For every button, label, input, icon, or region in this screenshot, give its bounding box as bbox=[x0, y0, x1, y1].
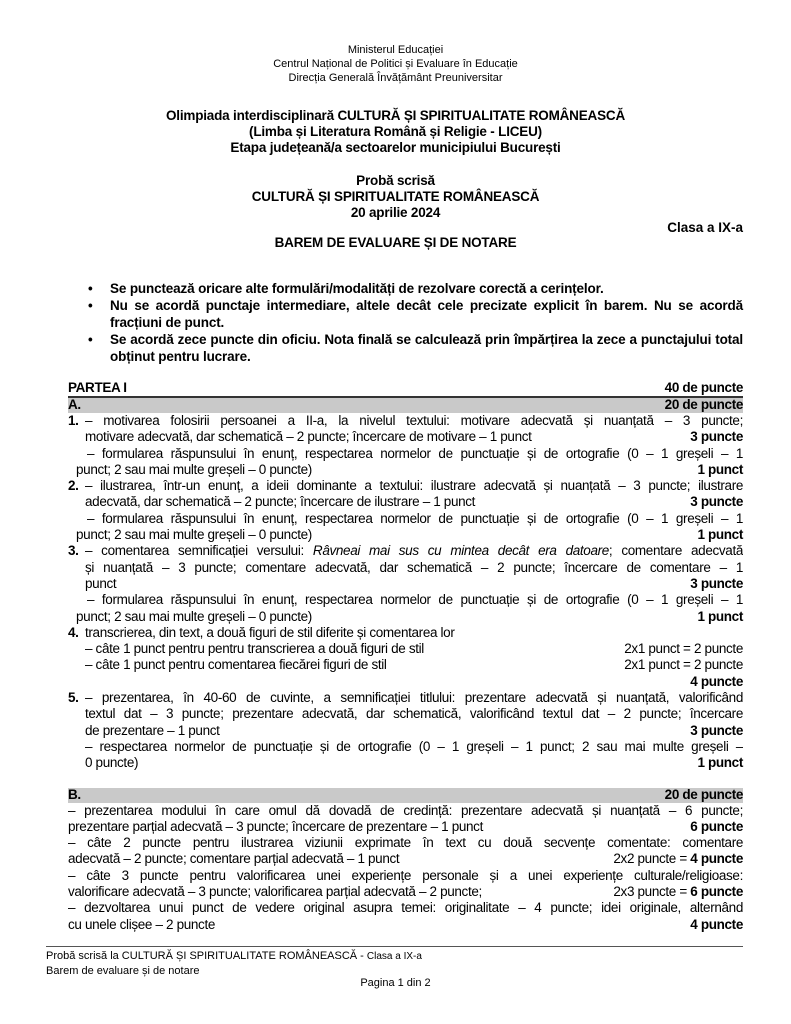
bullet-icon: • bbox=[88, 298, 93, 313]
criterion-points bbox=[682, 917, 743, 933]
scheme-line bbox=[68, 851, 743, 867]
points-formula: 2x1 punct = 2 puncte bbox=[624, 641, 743, 657]
points-formula: 2x1 punct = 2 puncte bbox=[624, 657, 743, 673]
scheme-line bbox=[68, 511, 743, 527]
scheme-line bbox=[68, 494, 743, 510]
criterion-text: punct bbox=[85, 575, 117, 591]
points-total: 1 punct bbox=[697, 755, 743, 771]
section-header bbox=[68, 398, 743, 413]
criterion-points bbox=[616, 657, 743, 673]
scheme-line bbox=[68, 641, 743, 657]
exam-type: Probă scrisă bbox=[356, 173, 435, 188]
scheme-line bbox=[68, 413, 743, 429]
item-number: 1. bbox=[68, 413, 79, 428]
criterion-text: – dezvoltarea unui punct de vedere original asupra temei: originalitate – 4 puncte; idei originale, alternând bbox=[68, 900, 743, 916]
criterion-text-part: – comentarea semnificației versului: bbox=[85, 543, 313, 559]
bullet-icon: • bbox=[88, 281, 93, 296]
scheme-line bbox=[68, 755, 743, 771]
criterion-text: – câte 2 puncte pentru ilustrarea viziunii exprimate în text cu două secvențe comentate: comentare bbox=[68, 835, 743, 851]
criterion-text: prezentare parțial adecvată – 3 puncte; încercare de prezentare – 1 punct bbox=[68, 818, 483, 834]
page-number: Pagina 1 din 2 bbox=[360, 977, 431, 989]
scheme-line bbox=[68, 739, 743, 755]
criterion-text: – câte 1 punct pentru pentru transcrierea a două figuri de stil bbox=[85, 641, 424, 657]
scheme-line bbox=[68, 917, 743, 933]
criterion-points bbox=[682, 674, 743, 690]
criterion-text: – formularea răspunsului în enunț, respectarea normelor de punctuație și de ortografie (0 – 1 greșeli – 1 bbox=[87, 510, 743, 526]
ministry-name: Ministerul Educației bbox=[347, 44, 444, 56]
criterion-points bbox=[689, 755, 743, 771]
section-points: 40 de puncte bbox=[664, 380, 743, 396]
section-label: B. bbox=[68, 786, 81, 802]
points-total: 3 puncte bbox=[690, 722, 743, 738]
item-number: 3. bbox=[68, 543, 79, 559]
points-total: 1 punct bbox=[697, 461, 743, 477]
points-formula: 2x2 puncte = bbox=[613, 851, 691, 867]
exam-subject: CULTURĂ ȘI SPIRITUALITATE ROMÂNEASCĂ bbox=[251, 189, 540, 204]
center-name: Centrul Național de Politici și Evaluare în Educație bbox=[273, 58, 518, 70]
criterion-text: de prezentare – 1 punct bbox=[85, 722, 220, 738]
scheme-line bbox=[68, 609, 743, 625]
title-line-1: Olimpiada interdisciplinară CULTURĂ ȘI SPIRITUALITATE ROMÂNEASCĂ bbox=[166, 108, 625, 123]
criterion-text: – ilustrarea, într-un enunț, a ideii dominante a textului: ilustrare adecvată și nuanțată – 3 puncte; ilustrare bbox=[85, 478, 743, 494]
criterion-text: adecvată, dar schematică – 2 puncte; încercare de ilustrare – 1 punct bbox=[85, 494, 476, 510]
criterion-points bbox=[616, 641, 743, 657]
criterion-text: – formularea răspunsului în enunț, respectarea normelor de punctuație și de ortografie (0 – 1 greșeli – 1 bbox=[87, 592, 743, 608]
criterion-text: – respectarea normelor de punctuație și de ortografie (0 – 1 greșeli – 1 punct; 2 sau mai multe greșeli – bbox=[85, 738, 743, 754]
criterion-text: punct; 2 sau mai multe greșeli – 0 puncte) bbox=[76, 608, 312, 624]
criterion-text: motivare adecvată, dar schematică – 2 puncte; încercare de motivare – 1 punct bbox=[85, 429, 532, 445]
scheme-line bbox=[68, 478, 743, 494]
footer-doc-type: Barem de evaluare și de notare bbox=[46, 965, 200, 977]
item-number: 2. bbox=[68, 478, 79, 494]
criterion-text: – formularea răspunsului în enunț, respectarea normelor de punctuație și de ortografie (0 – 1 greșeli – 1 bbox=[87, 445, 743, 461]
scheme-line bbox=[68, 706, 743, 722]
criterion-points bbox=[689, 462, 743, 478]
points-total: 6 puncte bbox=[690, 818, 743, 834]
scheme-line bbox=[68, 868, 743, 884]
item-number: 5. bbox=[68, 690, 79, 706]
criterion-text: punct; 2 sau mai multe greșeli – 0 puncte) bbox=[76, 527, 312, 543]
criterion-points bbox=[682, 494, 743, 510]
item-number: 4. bbox=[68, 624, 79, 640]
title-line-2: (Limba și Literatura Română și Religie - LICEU) bbox=[249, 124, 542, 139]
scheme-line bbox=[68, 900, 743, 916]
page-footer bbox=[46, 946, 743, 978]
scheme-line bbox=[68, 592, 743, 608]
grade-label: Clasa a IX-a bbox=[667, 220, 743, 235]
criterion-text: textul dat – 3 puncte; prezentare adecvată, dar schematică, valorificând textul dat – 2 puncte; încercare bbox=[85, 706, 743, 722]
bullet-icon: • bbox=[88, 332, 93, 347]
points-total: 4 puncte bbox=[690, 851, 743, 867]
olympiad-title bbox=[0, 108, 791, 156]
footer-grade: Clasa a IX-a bbox=[366, 951, 422, 962]
scheme-line bbox=[68, 690, 743, 706]
document-header bbox=[0, 43, 791, 86]
title-line-3: Etapa județeană/a sectoarelor municipiului București bbox=[230, 140, 561, 155]
exam-date: 20 aprilie 2024 bbox=[350, 205, 441, 220]
scheme-line bbox=[68, 803, 743, 819]
points-total: 1 punct bbox=[697, 527, 743, 543]
scheme-line bbox=[68, 657, 743, 673]
section-points: 20 de puncte bbox=[664, 786, 743, 802]
points-formula: 2x3 puncte = bbox=[613, 884, 691, 900]
criterion-points bbox=[682, 429, 743, 445]
criterion-text: valorificare adecvată – 3 puncte; valorificarea parțial adecvată – 2 puncte; bbox=[68, 884, 482, 900]
scheme-line bbox=[68, 835, 743, 851]
section-label: A. bbox=[68, 397, 81, 413]
section-label: PARTEA I bbox=[68, 380, 127, 396]
footer-subject: Probă scrisă la CULTURĂ ȘI SPIRITUALITATE ROMÂNEASCĂ - bbox=[46, 950, 367, 962]
directorate-name: Direcția Generală Învățământ Preuniversitar bbox=[288, 72, 503, 84]
part-header bbox=[68, 381, 743, 398]
criterion-text: transcrierea, din text, a două figuri de stil diferite și comentarea lor bbox=[85, 624, 455, 640]
scheme-line bbox=[68, 674, 743, 690]
criterion-points bbox=[682, 819, 743, 835]
exam-title bbox=[0, 173, 791, 221]
scheme-line bbox=[68, 625, 743, 641]
section-points: 20 de puncte bbox=[664, 397, 743, 413]
scheme-line bbox=[68, 560, 743, 576]
section-spacer bbox=[68, 772, 743, 788]
points-total: 1 punct bbox=[697, 608, 743, 624]
criterion-points bbox=[689, 527, 743, 543]
scheme-line bbox=[68, 884, 743, 900]
grading-scheme bbox=[68, 381, 743, 933]
criterion-points bbox=[682, 723, 743, 739]
scheme-line bbox=[68, 723, 743, 739]
criterion-text: 0 puncte) bbox=[85, 755, 139, 771]
criterion-text: punct; 2 sau mai multe greșeli – 0 puncte) bbox=[76, 461, 312, 477]
criterion-text bbox=[85, 543, 743, 559]
instructions-list bbox=[88, 280, 743, 365]
points-total: 3 puncte bbox=[690, 575, 743, 591]
scheme-line bbox=[68, 429, 743, 445]
instruction-item: • Se punctează oricare alte formulări/modalități de rezolvare corectă a cerințelor. bbox=[88, 281, 604, 296]
instruction-item: • Se acordă zece puncte din oficiu. Nota finală se calculează prin împărțirea la zece a punctajului total obținut pentru lucrare. bbox=[88, 332, 743, 364]
quoted-verse: Râvneai mai sus cu mintea decât era datoare bbox=[312, 543, 609, 559]
scheme-line bbox=[68, 819, 743, 835]
points-total: 3 puncte bbox=[690, 494, 743, 510]
points-total: 3 puncte bbox=[690, 429, 743, 445]
criterion-text-part: ; comentare adecvată bbox=[608, 543, 743, 559]
criterion-text: – câte 3 puncte pentru valorificarea unei experiențe personale și a unei experiențe culturale/religioase: bbox=[68, 867, 743, 883]
points-total: 6 puncte bbox=[690, 884, 743, 900]
section-header bbox=[68, 788, 743, 803]
points-total: 4 puncte bbox=[690, 673, 743, 689]
criterion-text: – prezentarea modului în care omul dă dovadă de credință: prezentare adecvată și nuanțată – 6 puncte; bbox=[68, 802, 743, 818]
scheme-line bbox=[68, 462, 743, 478]
criterion-text: – motivarea folosirii persoanei a II-a, la nivelul textului: motivare adecvată și nuanțată – 3 puncte; bbox=[85, 413, 743, 428]
criterion-points bbox=[682, 576, 743, 592]
scheme-line bbox=[68, 446, 743, 462]
scheme-line bbox=[68, 543, 743, 559]
scheme-line bbox=[68, 576, 743, 592]
scheme-line bbox=[68, 527, 743, 543]
criterion-text: cu unele clișee – 2 puncte bbox=[68, 916, 216, 932]
points-total: 4 puncte bbox=[690, 916, 743, 932]
criterion-text: – câte 1 punct pentru comentarea fiecărei figuri de stil bbox=[85, 657, 387, 673]
criterion-points bbox=[605, 851, 743, 867]
barem-title: BAREM DE EVALUARE ȘI DE NOTARE bbox=[274, 235, 517, 250]
criterion-text: – prezentarea, în 40-60 de cuvinte, a semnificației titlului: prezentare adecvată și nuanțată, valorificând bbox=[85, 690, 743, 706]
criterion-points bbox=[605, 884, 743, 900]
criterion-points bbox=[689, 609, 743, 625]
criterion-text: și nuanțată – 3 puncte; comentare adecvată, dar schematică – 2 puncte; încercare de comentare – 1 bbox=[85, 559, 743, 575]
criterion-text: adecvată – 2 puncte; comentare parțial adecvată – 1 punct bbox=[68, 851, 400, 867]
instruction-item: • Nu se acordă punctaje intermediare, altele decât cele precizate explicit în barem. Nu se acordă fracțiuni de punct. bbox=[88, 298, 743, 330]
